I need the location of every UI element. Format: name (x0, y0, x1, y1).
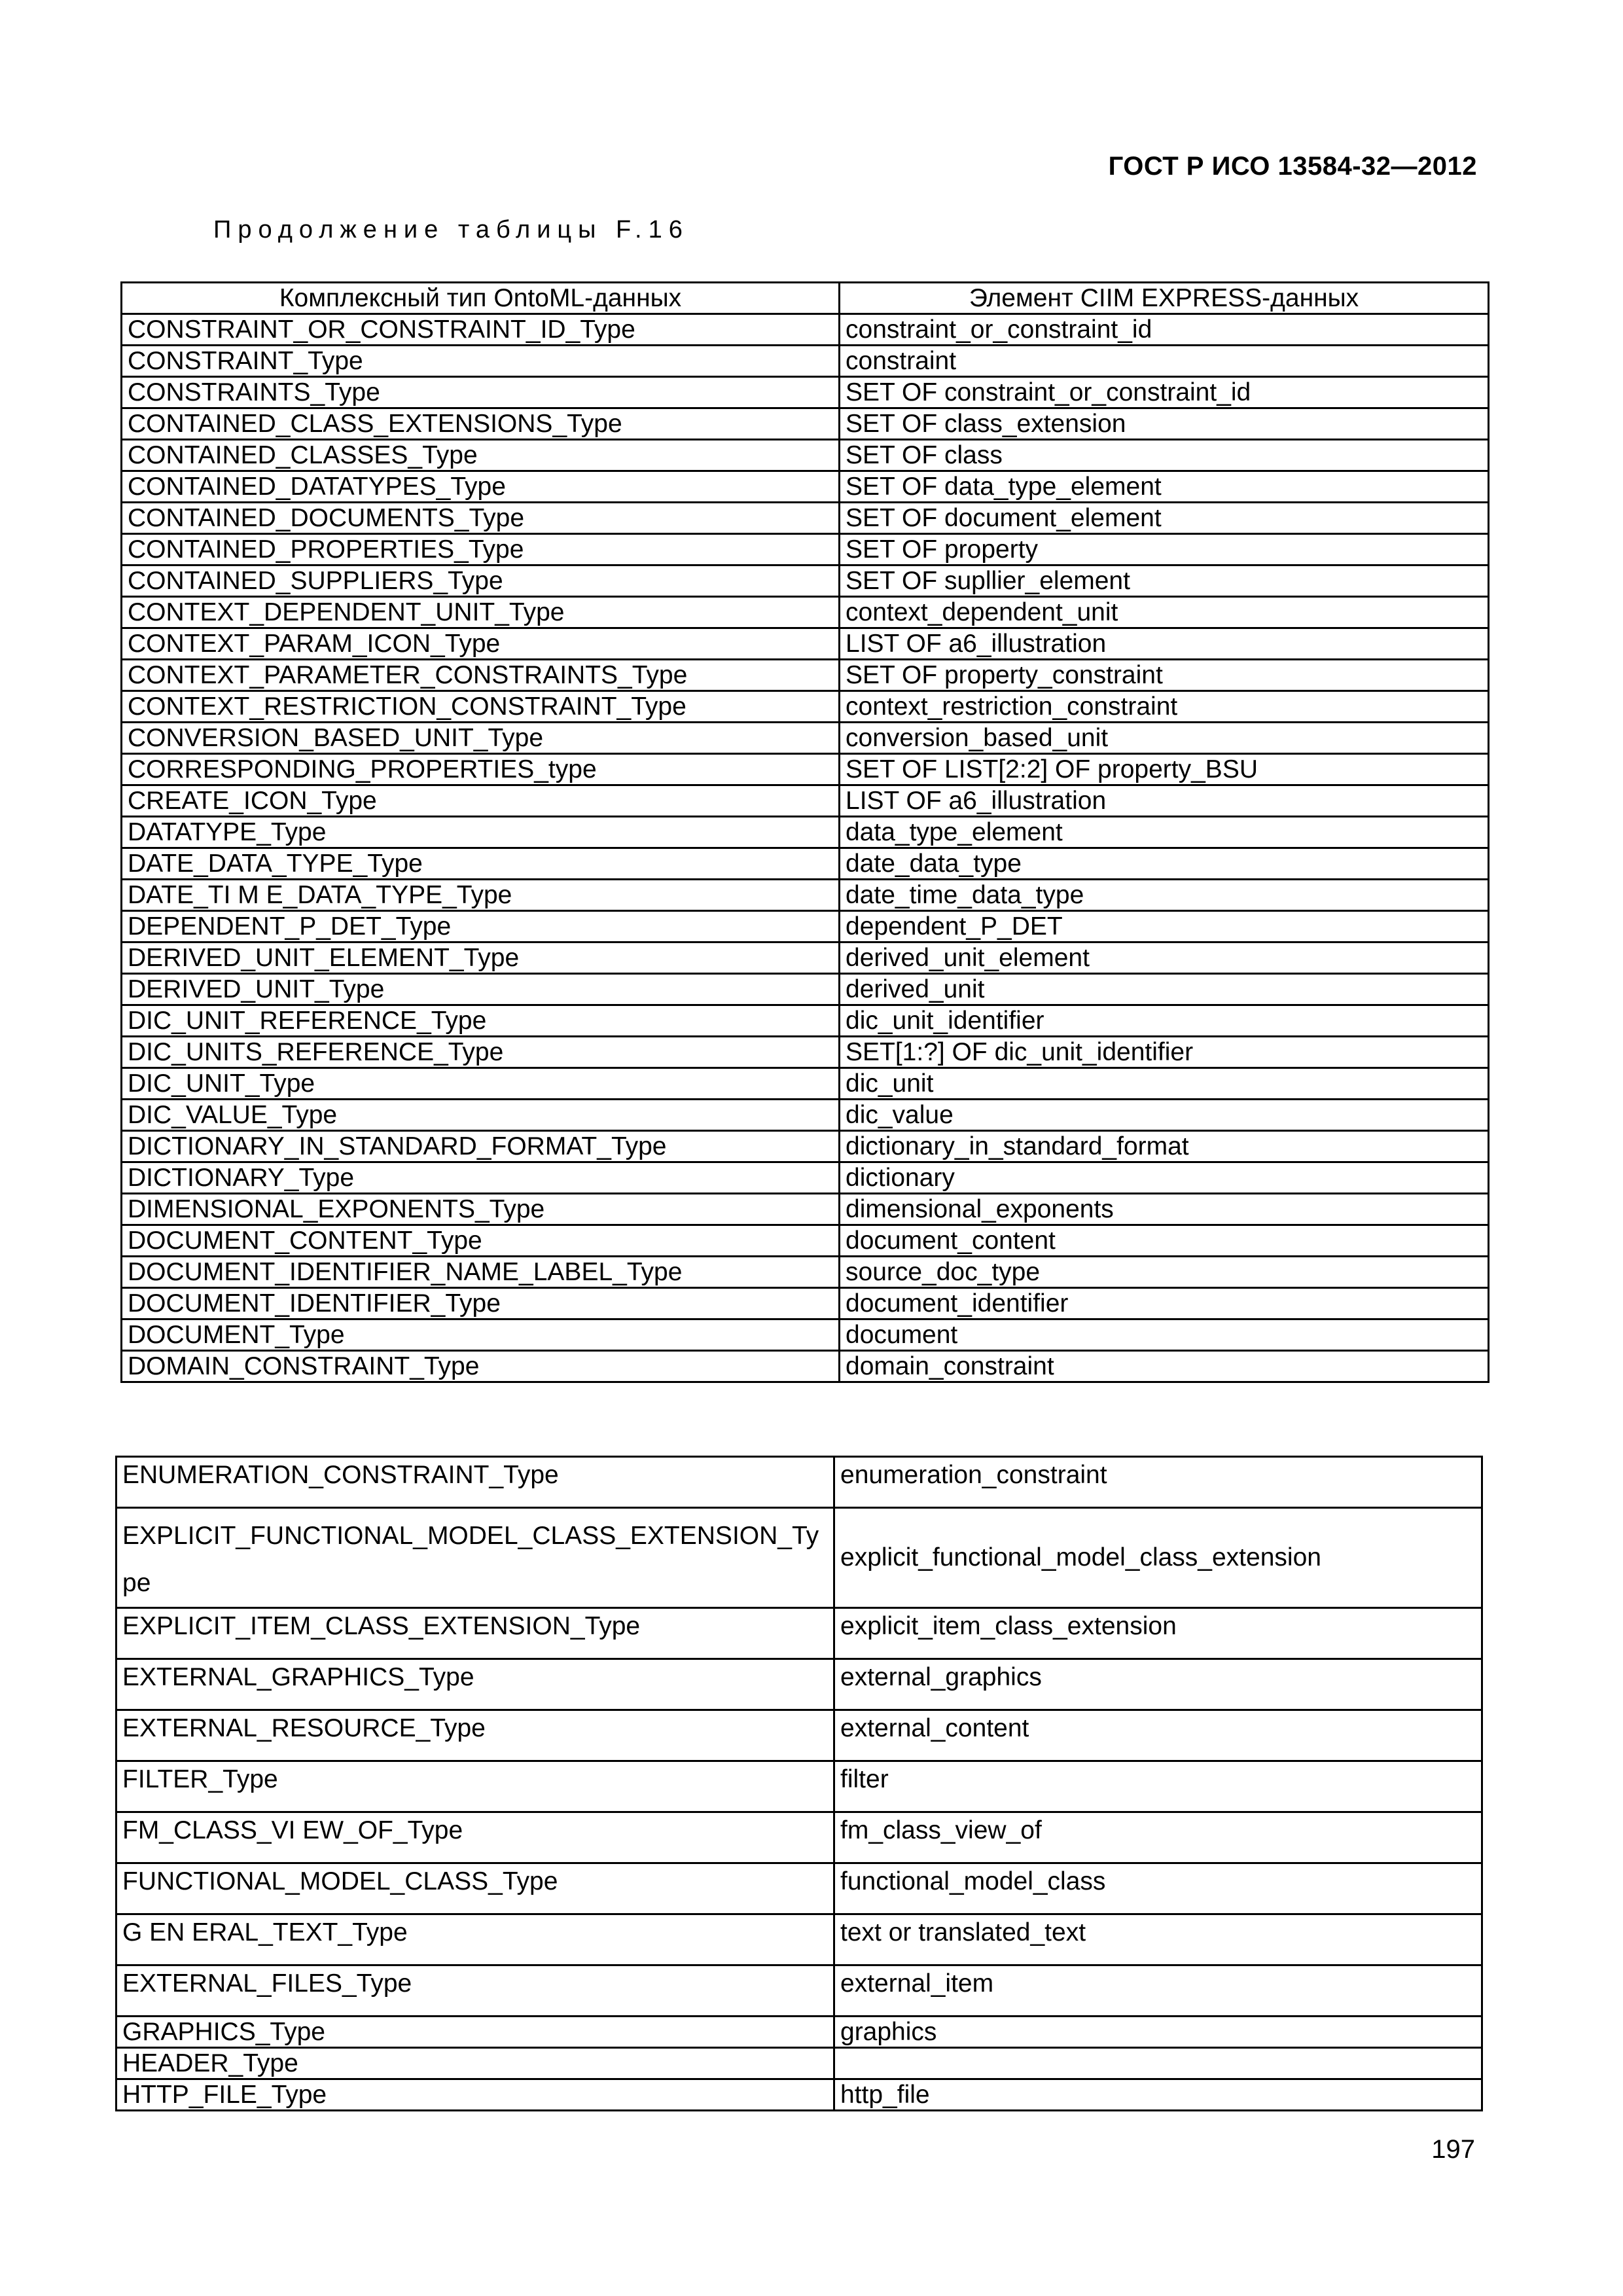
ciim-element-cell: SET[1:?] OF dic_unit_identifier (840, 1037, 1489, 1068)
ontoml-type-cell: DATE_DATA_TYPE_Type (122, 848, 840, 880)
table-row (122, 911, 1489, 942)
table-row (122, 691, 1489, 723)
ciim-element-cell: SET OF class_extension (840, 408, 1489, 440)
ciim-element-cell: graphics (834, 2017, 1482, 2048)
table-row (116, 1812, 1482, 1863)
ontoml-type-cell: DEPENDENT_P_DET_Type (122, 911, 840, 942)
table-row (116, 1914, 1482, 1965)
table-row (116, 1659, 1482, 1710)
ontoml-type-cell: CONTEXT_PARAMETER_CONSTRAINTS_Type (122, 660, 840, 691)
ontoml-type-cell: DATATYPE_Type (122, 817, 840, 848)
ontoml-type-cell: DATE_TI M E_DATA_TYPE_Type (122, 880, 840, 911)
ontoml-type-cell: HTTP_FILE_Type (116, 2079, 834, 2111)
table-row (122, 1100, 1489, 1131)
ciim-element-cell: domain_constraint (840, 1351, 1489, 1382)
ciim-element-cell: SET OF property_constraint (840, 660, 1489, 691)
ontoml-type-cell: DICTIONARY_Type (122, 1162, 840, 1194)
ontoml-type-cell: DERIVED_UNIT_Type (122, 974, 840, 1005)
table-row (116, 2048, 1482, 2079)
ciim-element-cell: date_data_type (840, 848, 1489, 880)
ontoml-type-cell: DERIVED_UNIT_ELEMENT_Type (122, 942, 840, 974)
table-row (122, 597, 1489, 628)
ciim-element-cell: document_identifier (840, 1288, 1489, 1319)
table-row (122, 1037, 1489, 1068)
ontoml-type-cell: CREATE_ICON_Type (122, 785, 840, 817)
ciim-element-cell: http_file (834, 2079, 1482, 2111)
ontoml-type-cell: EXPLICIT_ITEM_CLASS_EXTENSION_Type (116, 1608, 834, 1659)
ciim-element-cell: dictionary (840, 1162, 1489, 1194)
ontoml-type-cell: DOCUMENT_IDENTIFIER_NAME_LABEL_Type (122, 1257, 840, 1288)
table-row (122, 408, 1489, 440)
mapping-table-part2 (115, 1456, 1483, 2111)
ontoml-type-cell: DICTIONARY_IN_STANDARD_FORMAT_Type (122, 1131, 840, 1162)
ontoml-type-cell: EXPLICIT_FUNCTIONAL_MODEL_CLASS_EXTENSION_Type (116, 1508, 834, 1608)
ciim-element-cell: dic_unit (840, 1068, 1489, 1100)
ontoml-type-cell: CONTAINED_DATATYPES_Type (122, 471, 840, 503)
ciim-element-cell: dictionary_in_standard_format (840, 1131, 1489, 1162)
table-row (122, 471, 1489, 503)
table-row (122, 1068, 1489, 1100)
table-row (116, 1863, 1482, 1914)
ontoml-type-cell: CONTAINED_SUPPLIERS_Type (122, 565, 840, 597)
ciim-element-cell: explicit_functional_model_class_extension (834, 1508, 1482, 1608)
ciim-element-cell: context_restriction_constraint (840, 691, 1489, 723)
table-row (122, 1351, 1489, 1382)
ontoml-type-cell: ENUMERATION_CONSTRAINT_Type (116, 1457, 834, 1508)
ciim-element-cell: constraint (840, 346, 1489, 377)
ciim-element-cell: filter (834, 1761, 1482, 1812)
table-row (122, 848, 1489, 880)
ontoml-type-cell: CONVERSION_BASED_UNIT_Type (122, 723, 840, 754)
ontoml-type-cell: EXTERNAL_RESOURCE_Type (116, 1710, 834, 1761)
ciim-element-cell: SET OF class (840, 440, 1489, 471)
table-row (122, 346, 1489, 377)
ciim-element-cell: context_dependent_unit (840, 597, 1489, 628)
ciim-element-cell: external_graphics (834, 1659, 1482, 1710)
column-header-ontoml-type: Комплексный тип OntoML-данных (122, 283, 840, 314)
ciim-element-cell: dic_unit_identifier (840, 1005, 1489, 1037)
ontoml-type-cell: DIC_VALUE_Type (122, 1100, 840, 1131)
ontoml-type-cell: DOCUMENT_Type (122, 1319, 840, 1351)
ontoml-type-cell: CONTEXT_RESTRICTION_CONSTRAINT_Type (122, 691, 840, 723)
table-row (122, 377, 1489, 408)
table-row (116, 1710, 1482, 1761)
ontoml-type-cell: DIC_UNIT_REFERENCE_Type (122, 1005, 840, 1037)
ontoml-type-cell: CONSTRAINT_OR_CONSTRAINT_ID_Type (122, 314, 840, 346)
table-row (122, 754, 1489, 785)
table-row (122, 1005, 1489, 1037)
ciim-element-cell: document_content (840, 1225, 1489, 1257)
ciim-element-cell: LIST OF a6_illustration (840, 785, 1489, 817)
ontoml-type-cell: CONTEXT_DEPENDENT_UNIT_Type (122, 597, 840, 628)
ontoml-type-cell: FM_CLASS_VI EW_OF_Type (116, 1812, 834, 1863)
ontoml-type-cell: CONTAINED_CLASSES_Type (122, 440, 840, 471)
table-caption: Продолжение таблицы F.16 (213, 216, 689, 243)
ontoml-type-cell: CONSTRAINTS_Type (122, 377, 840, 408)
ontoml-type-cell: CONTEXT_PARAM_ICON_Type (122, 628, 840, 660)
table-header-row (122, 283, 1489, 314)
column-header-ciim-element: Элемент CIIM EXPRESS-данных (840, 283, 1489, 314)
ciim-element-cell: SET OF document_element (840, 503, 1489, 534)
ciim-element-cell: SET OF supllier_element (840, 565, 1489, 597)
ciim-element-cell: dependent_P_DET (840, 911, 1489, 942)
table-row (122, 880, 1489, 911)
ontoml-type-cell: G EN ERAL_TEXT_Type (116, 1914, 834, 1965)
table-row (116, 2079, 1482, 2111)
ciim-element-cell: text or translated_text (834, 1914, 1482, 1965)
table-row (122, 942, 1489, 974)
ciim-element-cell: enumeration_constraint (834, 1457, 1482, 1508)
ciim-element-cell: fm_class_view_of (834, 1812, 1482, 1863)
ciim-element-cell: SET OF LIST[2:2] OF property_BSU (840, 754, 1489, 785)
table-row (116, 1608, 1482, 1659)
ciim-element-cell: SET OF property (840, 534, 1489, 565)
ciim-element-cell: dimensional_exponents (840, 1194, 1489, 1225)
ciim-element-cell: functional_model_class (834, 1863, 1482, 1914)
ciim-element-cell: LIST OF a6_illustration (840, 628, 1489, 660)
table-row (122, 1225, 1489, 1257)
table-row (116, 2017, 1482, 2048)
mapping-table-part1 (120, 281, 1489, 1383)
table-row (122, 817, 1489, 848)
table-row (122, 1131, 1489, 1162)
ciim-element-cell: derived_unit_element (840, 942, 1489, 974)
ontoml-type-cell: EXTERNAL_FILES_Type (116, 1965, 834, 2017)
ciim-element-cell: external_content (834, 1710, 1482, 1761)
table-row (122, 503, 1489, 534)
ontoml-type-cell: DOCUMENT_CONTENT_Type (122, 1225, 840, 1257)
ontoml-type-cell: EXTERNAL_GRAPHICS_Type (116, 1659, 834, 1710)
table-row (122, 314, 1489, 346)
table-row (122, 974, 1489, 1005)
table-row (122, 534, 1489, 565)
ontoml-type-cell: FILTER_Type (116, 1761, 834, 1812)
ontoml-type-cell: DOCUMENT_IDENTIFIER_Type (122, 1288, 840, 1319)
table-row (122, 1162, 1489, 1194)
standard-code: ГОСТ Р ИСО 13584-32—2012 (1108, 152, 1477, 181)
ciim-element-cell: external_item (834, 1965, 1482, 2017)
table-row (116, 1965, 1482, 2017)
ciim-element-cell: constraint_or_constraint_id (840, 314, 1489, 346)
ontoml-type-cell: CONTAINED_PROPERTIES_Type (122, 534, 840, 565)
table-row (122, 660, 1489, 691)
table-row (116, 1457, 1482, 1508)
ciim-element-cell: document (840, 1319, 1489, 1351)
ciim-element-cell: dic_value (840, 1100, 1489, 1131)
table-row (116, 1761, 1482, 1812)
ciim-element-cell: date_time_data_type (840, 880, 1489, 911)
table-row (122, 565, 1489, 597)
table-row (122, 1257, 1489, 1288)
ontoml-type-cell: FUNCTIONAL_MODEL_CLASS_Type (116, 1863, 834, 1914)
ciim-element-cell: SET OF data_type_element (840, 471, 1489, 503)
table-row (122, 723, 1489, 754)
table-row (122, 1288, 1489, 1319)
ciim-element-cell: explicit_item_class_extension (834, 1608, 1482, 1659)
ontoml-type-cell: CORRESPONDING_PROPERTIES_type (122, 754, 840, 785)
ontoml-type-cell: CONTAINED_DOCUMENTS_Type (122, 503, 840, 534)
page-number: 197 (1431, 2135, 1475, 2164)
table-row (122, 1319, 1489, 1351)
ciim-element-cell: SET OF constraint_or_constraint_id (840, 377, 1489, 408)
table-row (122, 440, 1489, 471)
ontoml-type-cell: DIC_UNIT_Type (122, 1068, 840, 1100)
table-row (122, 628, 1489, 660)
ontoml-type-cell: DIMENSIONAL_EXPONENTS_Type (122, 1194, 840, 1225)
ontoml-type-cell: DIC_UNITS_REFERENCE_Type (122, 1037, 840, 1068)
ciim-element-cell: data_type_element (840, 817, 1489, 848)
ontoml-type-cell: GRAPHICS_Type (116, 2017, 834, 2048)
ontoml-type-cell: CONTAINED_CLASS_EXTENSIONS_Type (122, 408, 840, 440)
ciim-element-cell: source_doc_type (840, 1257, 1489, 1288)
table-row (116, 1508, 1482, 1608)
ontoml-type-cell: CONSTRAINT_Type (122, 346, 840, 377)
ciim-element-cell: derived_unit (840, 974, 1489, 1005)
ontoml-type-cell: HEADER_Type (116, 2048, 834, 2079)
table-row (122, 1194, 1489, 1225)
ciim-element-cell: conversion_based_unit (840, 723, 1489, 754)
ontoml-type-cell: DOMAIN_CONSTRAINT_Type (122, 1351, 840, 1382)
ciim-element-cell (834, 2048, 1482, 2079)
table-row (122, 785, 1489, 817)
